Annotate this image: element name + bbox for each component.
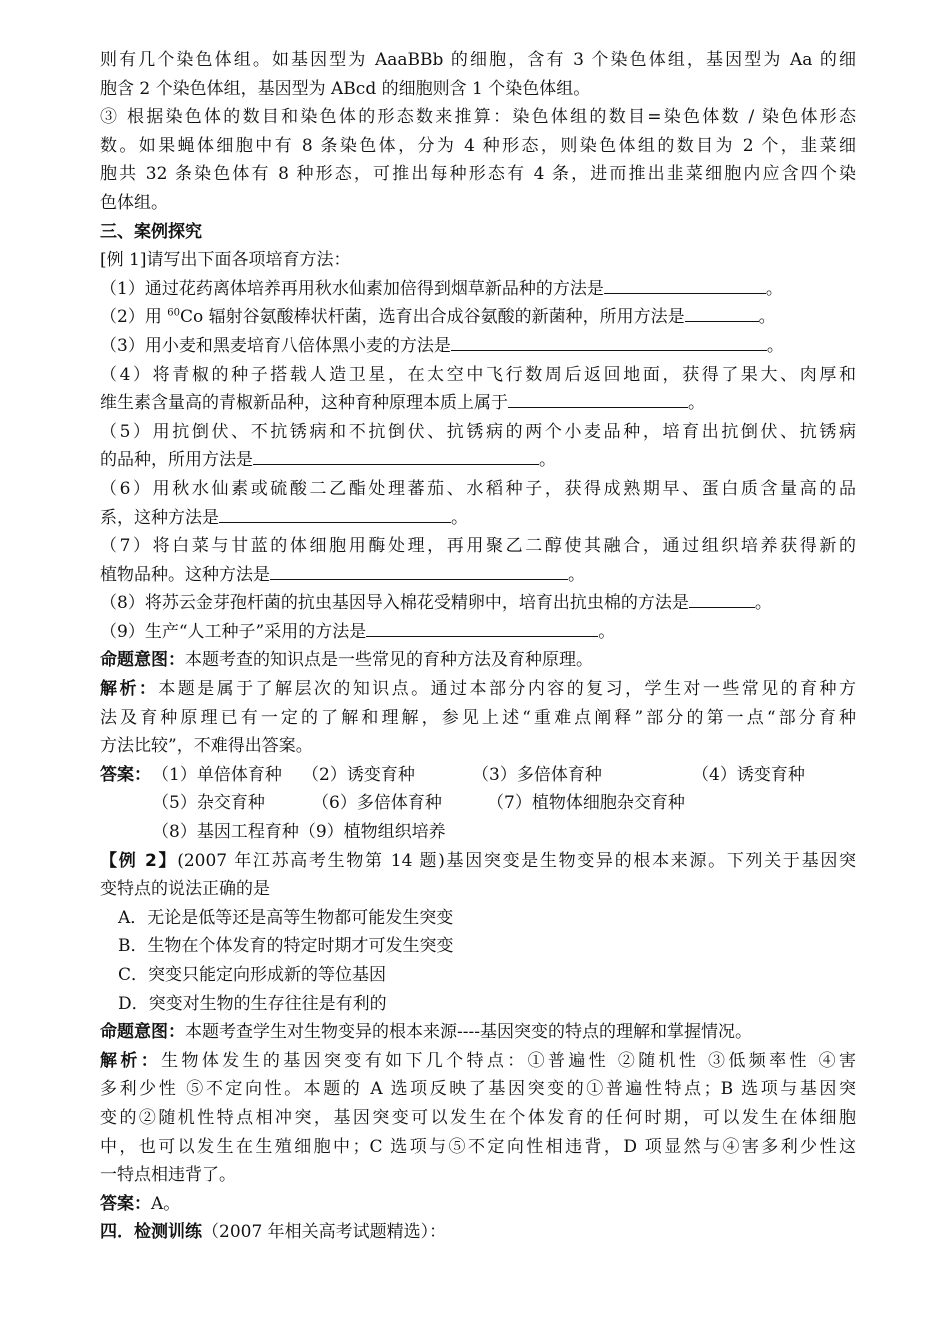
answer-item: （9）植物组织培养 bbox=[298, 822, 446, 843]
analysis-text: 生物体发生的基因突变有如下几个特点：①普遍性 ②随机性 ③低频率性 ④害 bbox=[161, 1050, 856, 1071]
intro-line-5: 胞共 32 条染色体有 8 种形态，可推出每种形态有 4 条，进而推出韭菜细胞内应含四个染 bbox=[100, 164, 856, 185]
intro-line-3: ③ 根据染色体的数目和染色体的形态数来推算：染色体组的数目=染色体数 / 染色体形态 bbox=[100, 107, 856, 128]
period: 。 bbox=[766, 335, 784, 356]
example-2-analysis-line-4: 中，也可以发生在生殖细胞中；C 选项与⑤不定向性相违背，D 项显然与④害多利少性这 bbox=[100, 1136, 856, 1157]
example-2-analysis-line-3: 变的②随机性特点相冲突，基因突变可以发生在个体发育的任何时期，可以发生在体细胞 bbox=[100, 1107, 856, 1128]
question-5-line-1: （5）用抗倒伏、不抗锈病和不抗倒伏、抗锈病的两个小麦品种，培育出抗倒伏、抗锈病 bbox=[100, 421, 856, 442]
section-4-heading bbox=[100, 1218, 856, 1247]
analysis-text: 本题是属于了解层次的知识点。通过本部分内容的复习，学生对一些常见的育种方 bbox=[158, 679, 856, 700]
answer-item: （6）多倍体育种 bbox=[312, 793, 442, 814]
question-5-text: 的品种，所用方法是 bbox=[100, 450, 253, 471]
question-9-text: （9）生产“人工种子”采用的方法是 bbox=[100, 621, 367, 642]
question-4-line-1: （4）将青椒的种子搭载人造卫星，在太空中飞行数周后返回地面，获得了果大、肉厚和 bbox=[100, 364, 856, 385]
answer-item: （2）诱变育种 bbox=[302, 764, 415, 785]
answer-item: （5）杂交育种 bbox=[152, 793, 265, 814]
intro-line-4: 数。如果蝇体细胞中有 8 条染色体，分为 4 种形态，则染色体组的数目为 2 个，韭菜细 bbox=[100, 135, 856, 156]
question-7-line-2 bbox=[100, 561, 856, 590]
question-7-text: 植物品种。这种方法是 bbox=[100, 564, 270, 585]
answer-item: （8）基因工程育种 bbox=[152, 822, 299, 843]
answer-blank-7 bbox=[270, 561, 568, 580]
intent-label: 命题意图： bbox=[100, 1022, 185, 1043]
example-1-intent bbox=[100, 646, 856, 675]
example-1-answer-row-2 bbox=[100, 789, 856, 818]
question-3-text: （3）用小麦和黑麦培育八倍体黑小麦的方法是 bbox=[100, 335, 451, 356]
period: 。 bbox=[688, 393, 705, 414]
question-6-line-2 bbox=[100, 504, 856, 533]
example-2-analysis-line-5: 一特点相违背了。 bbox=[100, 1165, 236, 1186]
example-1-analysis-line-1 bbox=[100, 675, 856, 704]
question-7-line-1: （7）将白菜与甘蓝的体细胞用酶处理，再用聚乙二醇使其融合，通过组织培养获得新的 bbox=[100, 536, 856, 557]
period: 。 bbox=[539, 450, 556, 471]
intent-label: 命题意图： bbox=[100, 650, 185, 671]
period: 。 bbox=[568, 564, 585, 585]
example-2-label: 【例 2】 bbox=[100, 850, 178, 871]
answer-blank-2 bbox=[685, 303, 759, 322]
intro-line-2: 胞含 2 个染色体组，基因型为 ABcd 的细胞则含 1 个染色体组。 bbox=[100, 78, 591, 99]
period: 。 bbox=[754, 593, 772, 614]
example-2-text: (2007 年江苏高考生物第 14 题)基因突变是生物变异的根本来源。下列关于基因突 bbox=[177, 850, 857, 871]
analysis-label: 解析： bbox=[100, 1050, 162, 1071]
question-2-text-b: Co 辐射谷氨酸棒状杆菌，选育出合成谷氨酸的新菌种，所用方法是 bbox=[179, 307, 685, 328]
example-1-analysis-line-2: 法及育种原理已有一定的了解和理解，参见上述“重难点阐释”部分的第一点“部分育种 bbox=[100, 707, 856, 728]
question-3 bbox=[100, 332, 856, 361]
intent-text: 本题考查的知识点是一些常见的育种方法及育种原理。 bbox=[185, 650, 593, 671]
answer-blank-6 bbox=[219, 504, 451, 523]
question-9 bbox=[100, 618, 856, 647]
period: 。 bbox=[451, 507, 468, 528]
answer-label: 答案： bbox=[100, 764, 151, 785]
question-5-line-2 bbox=[100, 446, 856, 475]
isotope-superscript: 60 bbox=[167, 307, 180, 319]
answer-blank-8 bbox=[689, 589, 755, 608]
answer-item: （1）单倍体育种 bbox=[152, 764, 282, 785]
period: 。 bbox=[765, 278, 783, 299]
example-2-heading-line-2: 变特点的说法正确的是 bbox=[100, 879, 270, 900]
question-2-text-a: （2）用 bbox=[100, 307, 168, 328]
example-2-heading-line-1 bbox=[100, 847, 856, 876]
intro-line-6: 色体组。 bbox=[100, 192, 168, 213]
question-6-line-1: （6）用秋水仙素或硫酸二乙酯处理蕃茄、水稻种子，获得成熟期早、蛋白质含量高的品 bbox=[100, 478, 856, 499]
option-c: C．突变只能定向形成新的等位基因 bbox=[118, 965, 387, 985]
answer-item: （4）诱变育种 bbox=[692, 764, 805, 785]
answer-blank-4 bbox=[508, 389, 688, 408]
intro-line-1: 则有几个染色体组。如基因型为 AaaBBb 的细胞，含有 3 个染色体组，基因型为 Aa 的细 bbox=[100, 50, 856, 70]
example-2-answer bbox=[100, 1190, 856, 1219]
period: 。 bbox=[758, 307, 776, 328]
answer-text: A。 bbox=[151, 1193, 181, 1214]
analysis-label: 解析： bbox=[100, 679, 159, 700]
intent-text: 本题考查学生对生物变异的根本来源----基因突变的特点的理解和掌握情况。 bbox=[185, 1022, 752, 1043]
answer-blank-1 bbox=[604, 275, 766, 294]
answer-blank-3 bbox=[451, 332, 767, 351]
section-4-title: 四．检测训练 bbox=[100, 1222, 202, 1243]
section-3-title: 三、案例探究 bbox=[100, 221, 202, 242]
question-8-text: （8）将苏云金芽孢杆菌的抗虫基因导入棉花受精卵中，培育出抗虫棉的方法是 bbox=[100, 593, 689, 614]
example-2-analysis-line-2: 多利少性 ⑤不定向性。本题的 A 选项反映了基因突变的①普遍性特点；B 选项与基因突 bbox=[100, 1079, 856, 1100]
option-a: A．无论是低等还是高等生物都可能发生突变 bbox=[118, 907, 454, 928]
answer-item: （7）植物体细胞杂交育种 bbox=[487, 793, 685, 814]
section-4-note: （2007 年相关高考试题精选）： bbox=[202, 1222, 447, 1243]
document-page bbox=[100, 46, 856, 1247]
answer-blank-5 bbox=[253, 446, 539, 465]
answer-blank-9 bbox=[366, 618, 598, 637]
option-d: D．突变对生物的生存往往是有利的 bbox=[118, 993, 387, 1014]
example-1-answer-row-1 bbox=[100, 761, 856, 790]
period: 。 bbox=[598, 621, 616, 642]
option-b: B．生物在个体发育的特定时期才可发生突变 bbox=[118, 936, 454, 957]
question-4-line-2 bbox=[100, 389, 856, 418]
question-1-text: （1）通过花药离体培养再用秋水仙素加倍得到烟草新品种的方法是 bbox=[100, 278, 604, 299]
example-1-answer-row-3 bbox=[100, 818, 856, 847]
example-2-analysis-line-1 bbox=[100, 1047, 856, 1076]
question-4-text: 维生素含量高的青椒新品种，这种育种原理本质上属于 bbox=[100, 393, 508, 414]
question-2 bbox=[100, 303, 856, 332]
example-1-heading: [例 1]请写出下面各项培育方法： bbox=[100, 250, 351, 271]
answer-item: （3）多倍体育种 bbox=[472, 764, 602, 785]
example-2-intent bbox=[100, 1018, 856, 1047]
question-6-text: 系，这种方法是 bbox=[100, 507, 219, 528]
example-1-analysis-line-3: 方法比较”，不难得出答案。 bbox=[100, 736, 313, 757]
question-8 bbox=[100, 589, 856, 618]
answer-label: 答案： bbox=[100, 1193, 151, 1214]
question-1 bbox=[100, 275, 856, 304]
